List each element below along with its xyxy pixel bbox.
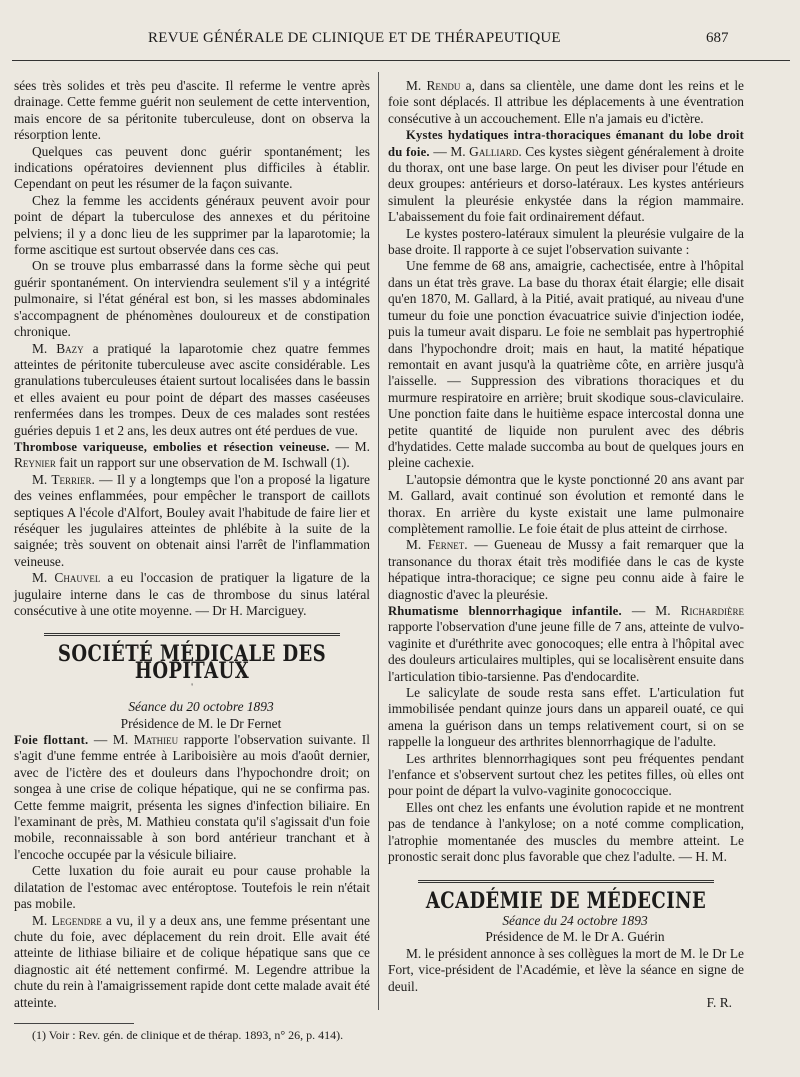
subsection-title: Kystes hydatiques intra-thoraciques émanant du lobe droit du foie. [388, 128, 744, 159]
paragraph-text: — Il y a longtemps que l'on a proposé la ligature des veines enflammées, pour empêcher le transport de caillots septiques A l'école d'Alfort, Bouley avait l'habitude de faire lier et réséquer les jugulaires atteintes de phlébite à la suite de la saignée; très souvent on obtenait ainsi l'arrêt de l'inflammation veineuse. [14, 471, 370, 569]
paragraph [388, 537, 744, 603]
author-name: M. Richardière [655, 603, 744, 618]
paragraph: Une femme de 68 ans, amaigrie, cachectisée, entre à l'hôpital dans un état très grave. La base du thorax était élargie; elle disait qu'en 1870, M. Gallard, à la Pitié, avait pratiqué, au niveau d'une tumeur du foie une ponction évacuatrice suivie d'injection iodée, puis la tumeur avait disparu. Le foie ne semblait pas hypertrophié dans l'hypochondre droit; mais en haut, la matité hépatique remontait en avant jusqu'à la quatrième côte, en arrière jusqu'à l'aisselle. — Suppression des vibrations thoraciques et du murmure respiratoire en arrière; bruit skodique sous-claviculaire. Une ponction faite dans le huitième espace intercostal donna une petite quantité de liquide non purulent avec des débris d'hydatides. Cette malade succomba au bout de quelques jours en pleine cachexie. [388, 258, 744, 471]
paragraph-text: Ces kystes siègent généralement à droite du thorax, ont une base large. On peut les diviser pour l'étude en deux groupes: antérieurs et dorso-latéraux. Les kystes antérieurs simulent la pleurésie enkystée dans la région mammaire. L'abaissement du foie fait ordinairement défaut. [388, 143, 744, 225]
header-rule [12, 60, 790, 61]
signature: F. R. [706, 994, 732, 1010]
paragraph-text: a, dans sa clientèle, une dame dont les reins et le foie sont déplacés. Il attribue les déplacements à une éventration consécutive à un accouchement. Elle n'a jamais eu d'ictère. [388, 78, 745, 126]
paragraph-text: a pratiqué la laparotomie chez quatre femmes atteintes de péritonite tuberculeuse avec ascite considérable. Les granulations tuberculeuses étaient surtout localisées dans le bassin et elles avaient eu pour point de départ des masses caséeuses renfermées dans les trompes. Deux de ces malades sont restées guéries depuis 1 et 2 ans, les deux autres ont été perdues de vue. [14, 340, 370, 438]
author-name: M. Fernet. [406, 537, 468, 553]
paragraph-text: fait un rapport sur une observation de M. Ischwall (1). [55, 455, 350, 471]
subsection-title: Foie flottant. [14, 733, 89, 748]
paragraph: Chez la femme les accidents généraux peuvent avoir pour point de départ la tuberculose des annexes et du péritoine pelviens; il y a donc lieu de les supprimer par la laparotomie; la forme ascitique est surtout observée dans ces cas. [14, 192, 370, 258]
author-name: M. Mathieu [112, 732, 179, 748]
page-number: 687 [706, 30, 729, 46]
column-divider [378, 72, 379, 1010]
paragraph [388, 78, 744, 127]
presidence: Présidence de M. le Dr Fernet [120, 715, 282, 731]
author-name: M. Legendre [32, 912, 102, 928]
footnote: (1) Voir : Rev. gén. de clinique et de thérap. 1893, n° 26, p. 414). [32, 1027, 344, 1042]
author-name: M. Reynier [14, 438, 370, 471]
author-name: M. Terrier. [32, 471, 95, 487]
dash: — [429, 143, 451, 159]
paragraph: M. le président annonce à ses collègues la mort de M. le Dr Le Fort, vice-président de l'Académie, et lève la séance en signe de deuil. [388, 945, 744, 994]
dash: — [88, 732, 113, 748]
subsection-title: Rhumatisme blennorrhagique infantile. [388, 604, 622, 618]
journal-title: REVUE GÉNÉRALE DE CLINIQUE ET DE THÉRAPEUTIQUE [148, 30, 561, 46]
paragraph: Quelques cas peuvent donc guérir spontanément; les indications opératoires deviennent plus difficiles à établir. Cependant on peut les résumer de la façon suivante. [14, 143, 370, 192]
section-rule [418, 880, 714, 883]
paragraph-text: rapporte l'observation d'une jeune fille de 7 ans, atteinte de vulvo-vaginite et d'uréthrite avec gonocoques; elle entra à l'hôpital avec des douleurs articulaires multiples, qui se localisèrent ensuite dans l'articulation tibio-tarsienne. Pas d'endocardite. [388, 619, 744, 684]
left-column [14, 78, 370, 1043]
paragraph [14, 439, 370, 472]
paragraph: Le salicylate de soude resta sans effet. L'articulation fut immobilisée pendant quinze jours dans un appareil ouaté, ce qui amena la guérison dans un temps relativement court, si on se rappelle la longueur des arthrites blennorrhagique de l'adulte. [388, 685, 744, 750]
section-heading: ACADÉMIE DE MÉDECINE [425, 887, 707, 914]
dash: — [621, 603, 656, 618]
subsection-title: Thrombose variqueuse, embolies et résection veineuse. [14, 439, 330, 454]
paragraph [388, 127, 744, 225]
paragraph: On se trouve plus embarrassé dans la forme sèche qui peut guérir spontanément. On interviendra seulement s'il y a intégrité pulmonaire, si l'état général est bon, si les masses abdominales s'accompagnent de phénomènes douloureux et de constipation chronique. [14, 258, 370, 340]
paragraph: Elles ont chez les enfants une évolution rapide et ne montrent pas de tendance à l'ankylose; on a noté comme complication, l'atrophie momentanée des muscles du membre atteint. Le pronostic serait donc plus favorable que chez l'adulte. — H. M. [388, 799, 744, 865]
author-name: M. Rendu [406, 78, 461, 93]
paragraph [14, 341, 370, 439]
paragraph: Le kystes postero-latéraux simulent la pleurésie vulgaire de la base droite. Il rapporte à ce sujet l'observation suivante : [388, 225, 744, 258]
paragraph-text: a vu, il y a deux ans, une femme présentant une chute du foie, avec déplacement du rein droit. Elle avait été atteinte de lithiase biliaire et de colique hépatique sans que ce diagnostic ait été nettement confirmé. M. Legendre attribue la chute du rein à l'amaigrissement rapide dont cette malade avait été atteinte. [14, 912, 371, 1010]
paragraph: Cette luxation du foie aurait eu pour cause prohable la dilatation de l'estomac avec entéroptose. Toutefois le rein n'était pas mobile. [14, 863, 370, 912]
paragraph: sées très solides et très peu d'ascite. Il referme le ventre après drainage. Cette femme guérit non seulement de cette intervention, mais encore de sa péritonite tuberculeuse, dont on observa la résorption lente. [14, 78, 370, 143]
section-rule [44, 633, 340, 636]
author-name: M. Bazy [32, 340, 84, 356]
paragraph: Les arthrites blennorrhagiques sont peu fréquentes pendant l'enfance et s'observent surtout chez les petites filles, où elles ont pour point de départ la vulvo-vaginite gonococcique. [388, 750, 744, 799]
author-name: M. Chauvel [32, 570, 101, 586]
seance-date: Séance du 24 octobre 1893 [502, 912, 648, 928]
paragraph: L'autopsie démontra que le kyste ponctionné 20 ans avant par M. Gallard, avait continué son évolution et remonté dans le thorax. En arrière du kyste existait une lame pulmonaire complètement ramollie. Le foie était de plus atteint de cirrhose. [388, 471, 744, 536]
paragraph-text: — Gueneau de Mussy a fait remarquer que la transonance du thorax était très modifiée dans le cas de kyste hépatique intra-thoracique; ce signe peu connu aide à faire le diagnostic d'avec la pleurésie. [388, 537, 744, 602]
footnote-rule [14, 1023, 134, 1024]
paragraph [14, 732, 370, 863]
paragraph [14, 472, 370, 570]
ornament: ' [191, 682, 193, 693]
running-header [0, 30, 800, 54]
presidence: Présidence de M. le Dr A. Guérin [485, 929, 665, 945]
seance-date: Séance du 20 octobre 1893 [128, 699, 274, 715]
paragraph [14, 570, 370, 619]
right-column [388, 78, 744, 1011]
paragraph-text: rapporte l'observation suivante. Il s'agit d'une femme entrée à Lariboisière au mois d'août dernier, avec de l'ictère des et douleurs dans l'hypochondre droit; on songea à une crise de colique hépatique, qui ne se confirma pas. Cette femme maigrit, présenta les signes d'infection biliaire. En l'examinant de près, M. Mathieu constata qu'il s'agissait d'un foie mobile, reconnaissable à son bord antérieur tranchant et à l'encoche occupée par la vésicule biliaire. [14, 732, 370, 862]
dash: — [329, 438, 355, 454]
author-name: M. Galliard. [450, 143, 522, 159]
paragraph-text: a eu l'occasion de pratiquer la ligature de la jugulaire interne dans le cas de thrombose du sinus latéral consécutive à une otite moyenne. — Dr H. Marciguey. [14, 570, 370, 618]
paragraph [14, 913, 370, 1011]
paragraph [388, 603, 744, 685]
section-heading: SOCIÉTÉ MÉDICALE DES HOPITAUX [57, 641, 327, 684]
